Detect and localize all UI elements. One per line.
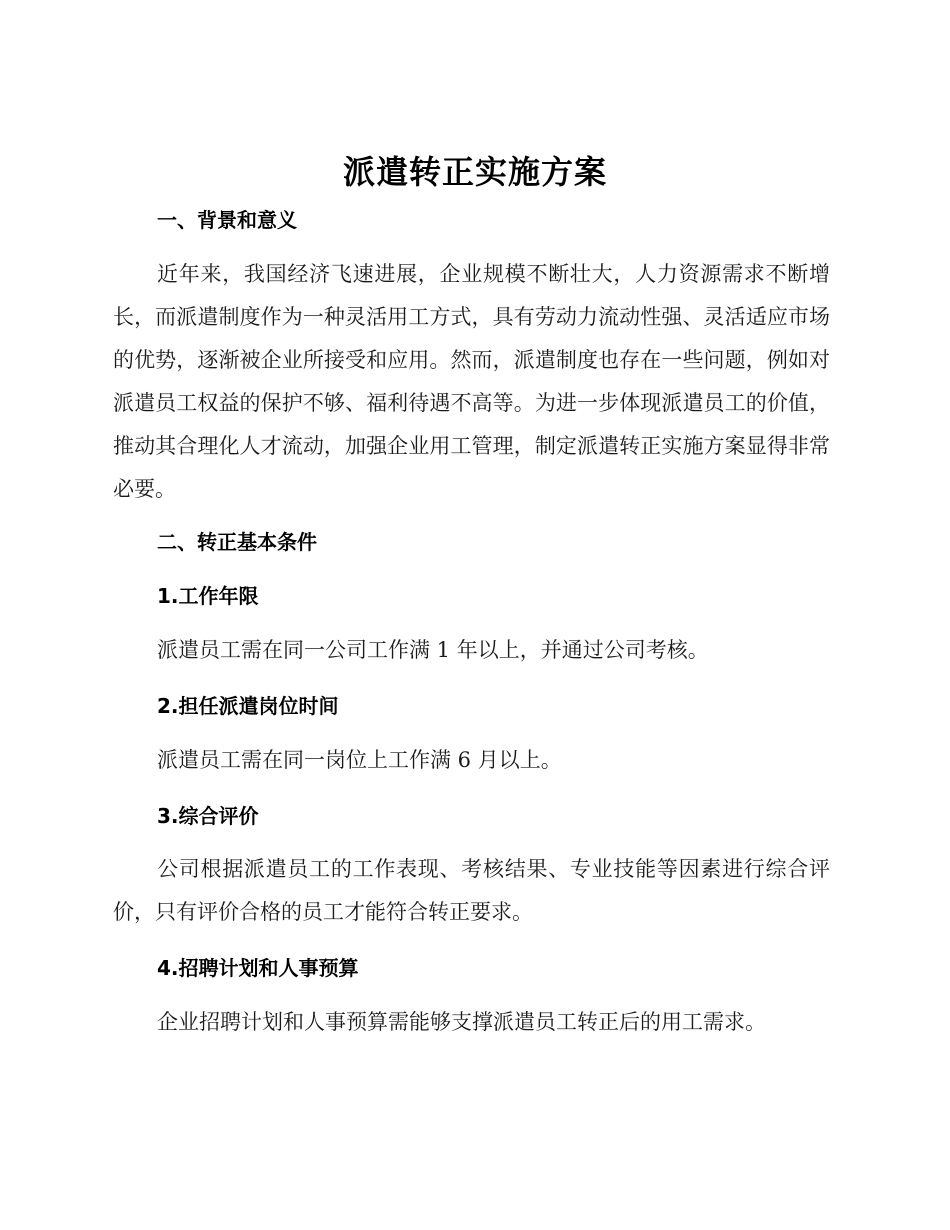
condition-paragraph-work-years: 派遣员工需在同一公司工作满 1 年以上，并通过公司考核。 xyxy=(157,638,709,662)
section-heading-conditions: 二、转正基本条件 xyxy=(157,530,317,554)
section-heading-background: 一、背景和意义 xyxy=(157,208,297,232)
condition-heading-work-years: 1.工作年限 xyxy=(157,584,259,608)
condition-heading-evaluation: 3.综合评价 xyxy=(157,804,259,828)
paragraph-background: 近年来，我国经济飞速进展，企业规模不断壮大，人力资源需求不断增长，而派遣制度作为一种灵活用工方式，具有劳动力流动性强、灵活适应市场的优势，逐渐被企业所接受和应用。然而，派遣制度也存在一些问题，例如对派遣员工权益的保护不够、福利待遇不高等。为进一步体现派遣员工的价值，推动其合理化人才流动，加强企业用工管理，制定派遣转正实施方案显得非常必要。 xyxy=(113,262,830,501)
condition-heading-recruitment-budget: 4.招聘计划和人事预算 xyxy=(157,956,359,980)
condition-paragraph-recruitment-budget: 企业招聘计划和人事预算需能够支撑派遣员工转正后的用工需求。 xyxy=(157,1010,766,1034)
condition-paragraph-post-duration: 派遣员工需在同一岗位上工作满 6 月以上。 xyxy=(157,748,562,772)
condition-paragraph-evaluation: 公司根据派遣员工的工作表现、考核结果、专业技能等因素进行综合评价，只有评价合格的员工才能符合转正要求。 xyxy=(113,857,830,924)
document-title: 派遣转正实施方案 xyxy=(342,153,607,191)
condition-heading-post-duration: 2.担任派遣岗位时间 xyxy=(157,694,339,718)
